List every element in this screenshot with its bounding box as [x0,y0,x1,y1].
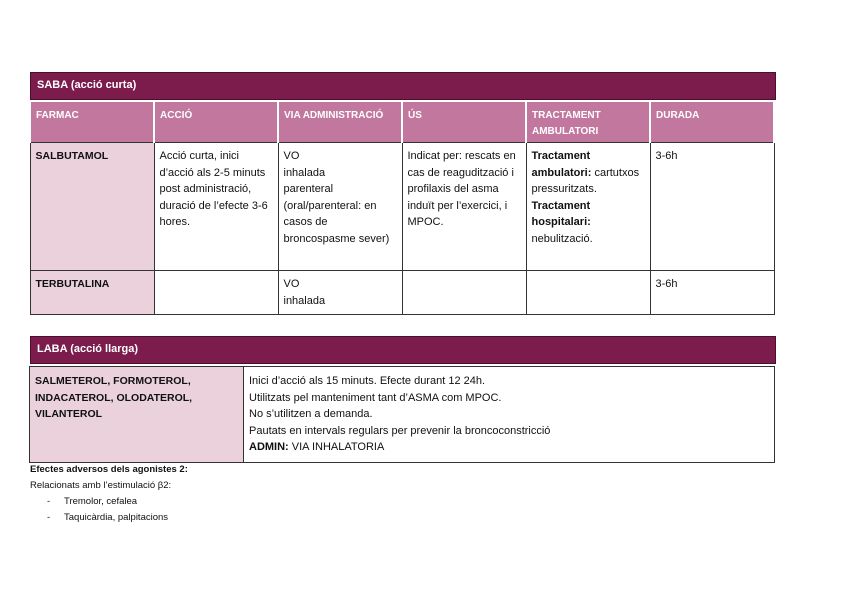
notes-subtitle: Relacionats amb l’estimulació β2: [30,480,172,491]
tractament-text: nebulització. [531,232,593,245]
saba-header-row [30,102,774,143]
list-item: - Tremolor, cefalea [30,494,188,510]
via-line: inhalada [283,294,326,307]
accio-cell [154,271,278,315]
tractament-cell [526,143,650,271]
laba-line: Pautats en intervals regulars per prevenir la broncoconstricció [249,424,551,437]
via-cell [278,271,402,315]
header-via: VIA ADMINISTRACIÓ [278,102,402,143]
list-item: - Taquicàrdia, palpitacions [30,510,188,526]
via-line: (oral/parenteral: en casos de broncospasme sever) [283,199,390,245]
laba-admin [249,439,769,456]
tractament-cell [526,271,650,315]
table-row [30,367,775,463]
header-us: ÚS [402,102,526,143]
header-accio: ACCIÓ [154,102,278,143]
drug-name: TERBUTALINA [30,271,154,315]
tractament-text: cartutxos pressuritzats. [531,166,640,195]
laba-line: No s’utilitzen a demanda. [249,408,373,420]
accio-cell: Acció curta, inici d’acció als 2-5 minuts post administració, duració de l’efecte 3-6 hores. [154,143,278,271]
laba-drugs: SALMETEROL, FORMOTEROL, INDACATEROL, OLODATEROL, VILANTEROL [30,367,244,463]
laba-line: Utilitzats pel manteniment tant d’ASMA com MPOC. [249,391,502,404]
admin-label: ADMIN: [249,441,289,453]
via-line: parenteral [283,183,334,195]
drug-name: SALBUTAMOL [30,143,154,271]
notes-list [30,494,188,526]
tractament-label: Tractament hospitalari: [531,199,591,228]
table-row [30,143,774,271]
laba-description [244,367,775,463]
us-cell: Indicat per: rescats en cas de reagudització i profilaxis del asma induït per l’exercici, i MPOC. [402,143,526,271]
header-durada: DURADA [650,102,774,143]
adverse-effects-notes [30,462,188,526]
via-cell [278,143,402,271]
header-tractament: TRACTAMENT AMBULATORI [526,102,650,143]
saba-table [29,101,775,315]
durada-cell: 3-6h [650,271,774,315]
admin-value: VIA INHALATORIA [291,441,385,453]
header-farmac: FARMAC [30,102,154,143]
saba-section-title: SABA (acció curta) [30,72,776,100]
via-line: VO [283,150,300,162]
us-cell [402,271,526,315]
laba-line: Inici d’acció als 15 minuts. Efecte durant 12 24h. [249,375,486,387]
tractament-label: Tractament ambulatori: [531,150,592,179]
table-row [30,271,774,315]
via-line: VO [283,278,300,290]
laba-section-title: LABA (acció llarga) [30,336,776,364]
via-line: inhalada [283,166,326,179]
laba-table [29,366,775,463]
notes-title: Efectes adversos dels agonistes 2: [30,464,188,475]
durada-cell: 3-6h [650,143,774,271]
